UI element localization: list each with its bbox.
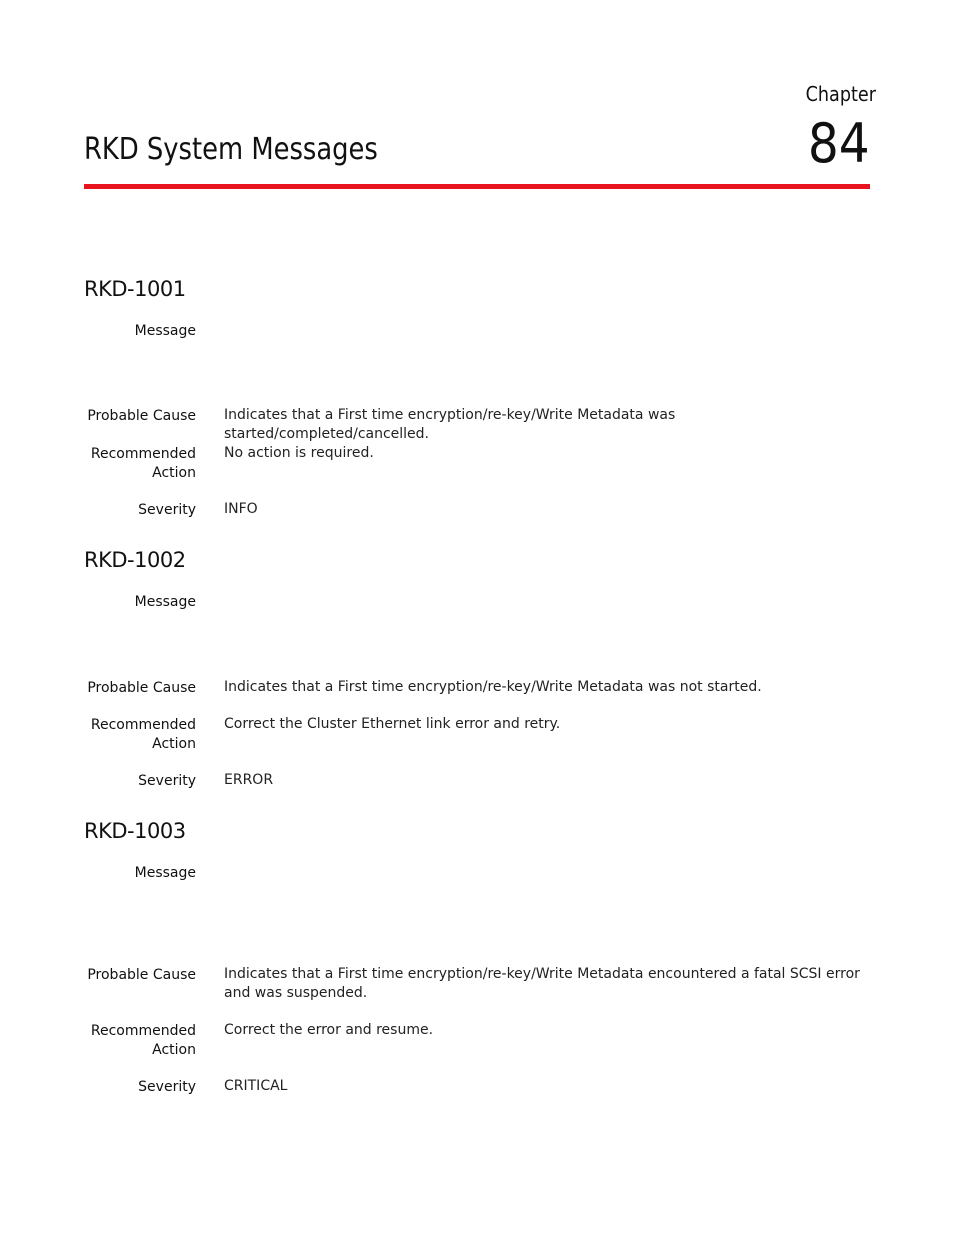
recommended-action-label (91, 1022, 196, 1060)
recommended-label-line1: Recommended (90, 1023, 196, 1039)
chapter-title: RKD System Messages (84, 132, 378, 167)
recommended-action-label (91, 445, 196, 483)
recommended-label-line1: Recommended (90, 446, 196, 462)
section-heading: RKD-1002 (84, 548, 186, 572)
severity-label: Severity (138, 1079, 196, 1095)
severity-label: Severity (138, 773, 196, 789)
chapter-number: 84 (808, 112, 870, 175)
recommended-action-value: Correct the Cluster Ethernet link error and retry. (224, 716, 561, 732)
probable-cause-value: Indicates that a First time encryption/re-key/Write Metadata was not started. (224, 679, 762, 695)
severity-value: INFO (224, 501, 258, 517)
section-heading: RKD-1003 (84, 819, 186, 843)
recommended-label-line2: Action (152, 1042, 196, 1058)
probable-cause-value: Indicates that a First time encryption/re-key/Write Metadata encountered a fatal SCSI error and was suspended. (224, 966, 860, 1001)
message-label: Message (134, 594, 196, 610)
probable-cause-label: Probable Cause (87, 408, 196, 424)
recommended-action-value: No action is required. (224, 445, 374, 461)
recommended-action-label (91, 716, 196, 754)
severity-value: CRITICAL (224, 1078, 288, 1094)
recommended-label-line1: Recommended (90, 717, 196, 733)
title-rule (84, 184, 870, 189)
probable-cause-value: Indicates that a First time encryption/re-key/Write Metadata was started/completed/cancelled. (224, 407, 676, 442)
section-heading: RKD-1001 (84, 277, 186, 301)
recommended-label-line2: Action (152, 736, 196, 752)
message-label: Message (134, 865, 196, 881)
chapter-label: Chapter (805, 82, 876, 106)
probable-cause-label: Probable Cause (87, 680, 196, 696)
severity-value: ERROR (224, 772, 274, 788)
message-label: Message (134, 323, 196, 339)
recommended-action-value: Correct the error and resume. (224, 1022, 434, 1038)
probable-cause-label: Probable Cause (87, 967, 196, 983)
severity-label: Severity (138, 502, 196, 518)
recommended-label-line2: Action (152, 465, 196, 481)
